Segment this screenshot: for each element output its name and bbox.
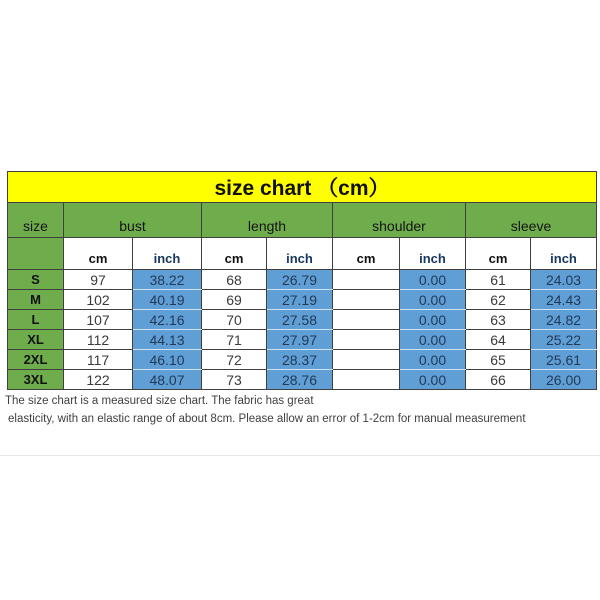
shoulder-cm-value [333, 270, 400, 290]
bust-inch-value: 48.07 [133, 370, 202, 390]
sleeve-cm-value: 62 [466, 290, 531, 310]
length-inch-value: 27.97 [267, 330, 333, 350]
length-inch-value: 27.58 [267, 310, 333, 330]
bust-inch-value: 40.19 [133, 290, 202, 310]
bust-inch-value: 42.16 [133, 310, 202, 330]
sleeve-cm-value: 66 [466, 370, 531, 390]
shoulder-inch-value: 0.00 [400, 310, 466, 330]
shoulder-inch-value: 0.00 [400, 370, 466, 390]
sleeve-inch-value: 24.82 [531, 310, 597, 330]
header-size: size [8, 203, 64, 238]
shoulder-cm-value [333, 370, 400, 390]
bust-cm-value: 102 [64, 290, 133, 310]
unit-corner-blank [8, 238, 64, 270]
shoulder-cm-value [333, 330, 400, 350]
bust-inch-value: 44.13 [133, 330, 202, 350]
sleeve-inch-value: 24.43 [531, 290, 597, 310]
length-cm-value: 69 [202, 290, 267, 310]
table-row-3xl [8, 370, 597, 390]
unit-sleeve-inch: inch [531, 238, 597, 270]
header-length: length [202, 203, 333, 238]
table-row-l [8, 310, 597, 330]
length-inch-value: 28.37 [267, 350, 333, 370]
sleeve-cm-value: 61 [466, 270, 531, 290]
size-label: XL [8, 330, 64, 350]
bust-cm-value: 122 [64, 370, 133, 390]
unit-length-cm: cm [202, 238, 267, 270]
unit-shoulder-inch: inch [400, 238, 466, 270]
group-header-row [8, 203, 597, 238]
table-row-s [8, 270, 597, 290]
sleeve-inch-value: 26.00 [531, 370, 597, 390]
sleeve-inch-value: 25.22 [531, 330, 597, 350]
table-title-row [8, 172, 597, 203]
sleeve-cm-value: 64 [466, 330, 531, 350]
size-chart-table [7, 171, 597, 390]
sleeve-inch-value: 24.03 [531, 270, 597, 290]
shoulder-cm-value [333, 310, 400, 330]
shoulder-cm-value [333, 350, 400, 370]
footnote [5, 392, 597, 428]
table-row-xl [8, 330, 597, 350]
bust-cm-value: 112 [64, 330, 133, 350]
unit-bust-cm: cm [64, 238, 133, 270]
sleeve-cm-value: 65 [466, 350, 531, 370]
table-row-m [8, 290, 597, 310]
header-sleeve: sleeve [466, 203, 597, 238]
size-label: S [8, 270, 64, 290]
length-cm-value: 70 [202, 310, 267, 330]
shoulder-cm-value [333, 290, 400, 310]
bust-cm-value: 97 [64, 270, 133, 290]
footnote-line-2: elasticity, with an elastic range of about 8cm. Please allow an error of 1-2cm for manual measurement [8, 413, 526, 425]
page-divider-line [0, 455, 600, 456]
sleeve-cm-value: 63 [466, 310, 531, 330]
footnote-line-1: The size chart is a measured size chart. The fabric has great [5, 395, 314, 407]
length-inch-value: 26.79 [267, 270, 333, 290]
table-row-2xl [8, 350, 597, 370]
length-inch-value: 28.76 [267, 370, 333, 390]
header-bust: bust [64, 203, 202, 238]
length-inch-value: 27.19 [267, 290, 333, 310]
chart-title: size chart （cm） [8, 172, 597, 203]
size-label: M [8, 290, 64, 310]
shoulder-inch-value: 0.00 [400, 330, 466, 350]
size-label: 3XL [8, 370, 64, 390]
unit-bust-inch: inch [133, 238, 202, 270]
length-cm-value: 72 [202, 350, 267, 370]
unit-sleeve-cm: cm [466, 238, 531, 270]
unit-length-inch: inch [267, 238, 333, 270]
shoulder-inch-value: 0.00 [400, 290, 466, 310]
bust-cm-value: 107 [64, 310, 133, 330]
size-label: 2XL [8, 350, 64, 370]
unit-shoulder-cm: cm [333, 238, 400, 270]
size-label: L [8, 310, 64, 330]
length-cm-value: 71 [202, 330, 267, 350]
unit-header-row [8, 238, 597, 270]
bust-inch-value: 38.22 [133, 270, 202, 290]
shoulder-inch-value: 0.00 [400, 350, 466, 370]
length-cm-value: 73 [202, 370, 267, 390]
bust-inch-value: 46.10 [133, 350, 202, 370]
header-shoulder: shoulder [333, 203, 466, 238]
bust-cm-value: 117 [64, 350, 133, 370]
shoulder-inch-value: 0.00 [400, 270, 466, 290]
length-cm-value: 68 [202, 270, 267, 290]
sleeve-inch-value: 25.61 [531, 350, 597, 370]
